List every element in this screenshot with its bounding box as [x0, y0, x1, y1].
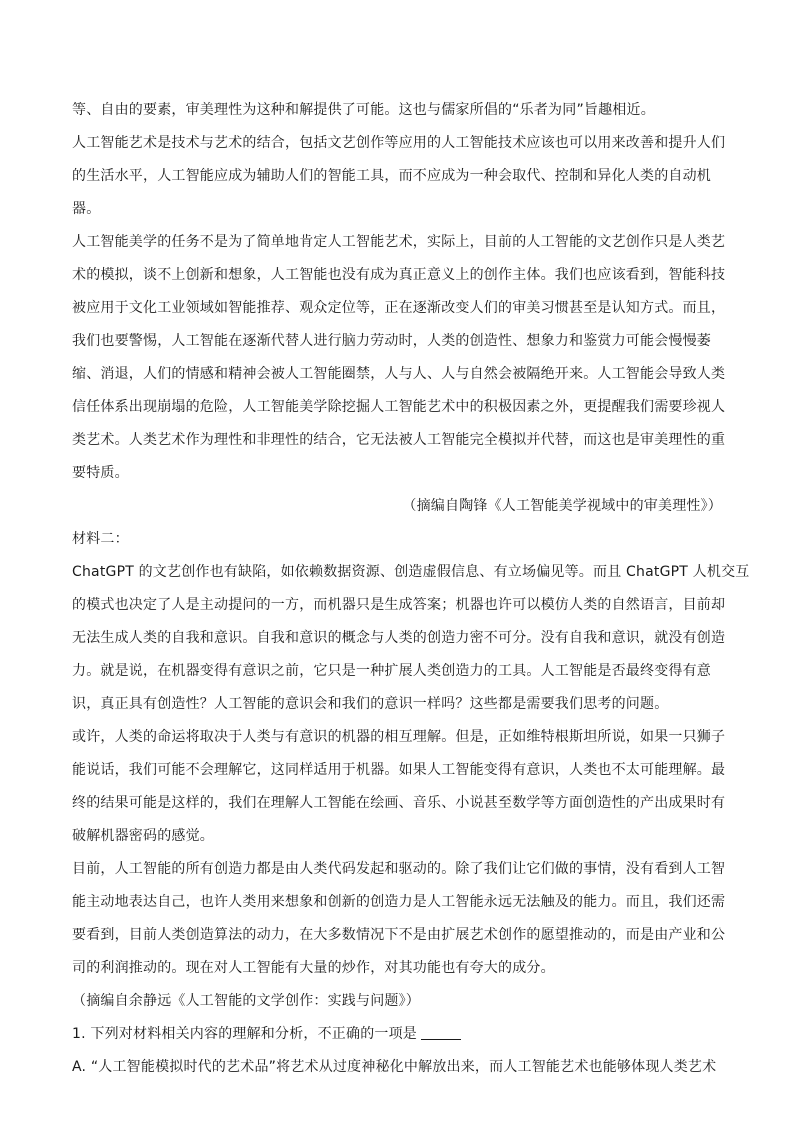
text-line: 等、自由的要素，审美理性为这种和解提供了可能。这也与儒家所倡的“乐者为同”旨趣相近。 — [72, 102, 655, 118]
text-line: 的模式也决定了人是主动提问的一方，而机器只是生成答案；机器也许可以模仿人类的自然语言，目前却 — [72, 597, 726, 613]
text-line: 人工智能艺术是技术与艺术的结合，包括文艺创作等应用的人工智能技术应该也可以用来改善和提升人们 — [72, 135, 726, 151]
text-line: 终的结果可能是这样的，我们在理解人工智能在绘画、音乐、小说甚至数学等方面创造性的产出成果时有 — [72, 795, 726, 811]
text-line: 破解机器密码的感觉。 — [72, 828, 214, 844]
source-citation: （摘编自余静远《人工智能的文学创作：实践与问题》） — [72, 993, 420, 1009]
answer-option-a: A. “人工智能模拟时代的艺术品”将艺术从过度神秘化中解放出来，而人工智能艺术也能够体现人类艺术 — [72, 1059, 717, 1075]
text-line: 被应用于文化工业领域如智能推荐、观众定位等，正在逐渐改变人们的审美习惯甚至是认知方式。而且， — [72, 300, 726, 316]
text-line: 信任体系出现崩塌的危险，人工智能美学除挖掘人工智能艺术中的积极因素之外，更提醒我们需要珍视人 — [72, 399, 726, 415]
text-line: 的生活水平，人工智能应成为辅助人们的智能工具，而不应成为一种会取代、控制和异化人类的自动机 — [72, 168, 711, 184]
source-citation: （摘编自陶锋《人工智能美学视域中的审美理性》） — [402, 498, 722, 514]
text-line: 识，真正具有创造性？人工智能的意识会和我们的意识一样吗？这些都是需要我们思考的问题。 — [72, 696, 669, 712]
text-line: 器。 — [72, 201, 101, 217]
text-line: 无法生成人类的自我和意识。自我和意识的概念与人类的创造力密不可分。没有自我和意识，就没有创造 — [72, 630, 726, 646]
question-stem — [72, 1018, 722, 1051]
text-line: 类艺术。人类艺术作为理性和非理性的结合，它无法被人工智能完全模拟并代替，而这也是审美理性的重 — [72, 432, 726, 448]
text-line: 我们也要警惕，人工智能在逐渐代替人进行脑力劳动时，人类的创造性、想象力和鉴赏力可能会慢慢萎 — [72, 333, 711, 349]
text-line: 能主动地表达自己，也许人类用来想象和创新的创造力是人工智能永远无法触及的能力。而且，我们还需 — [72, 894, 726, 910]
text-line: 目前，人工智能的所有创造力都是由人类代码发起和驱动的。除了我们让它们做的事情，没有看到人工智 — [72, 861, 726, 877]
question-text: 1. 下列对材料相关内容的理解和分析，不正确的一项是 — [72, 1026, 418, 1042]
text-line: 术的模拟，谈不上创新和想象，人工智能也没有成为真正意义上的创作主体。我们也应该看到，智能科技 — [72, 267, 726, 283]
text-line: 缩、消退，人们的情感和精神会被人工智能圈禁，人与人、人与自然会被隔绝开来。人工智能会导致人类 — [72, 366, 726, 382]
text-line: 要特质。 — [72, 465, 129, 481]
text-line: 力。就是说，在机器变得有意识之前，它只是一种扩展人类创造力的工具。人工智能是否最终变得有意 — [72, 663, 711, 679]
document-body — [72, 94, 750, 1084]
text-line: 或许，人类的命运将取决于人类与有意识的机器的相互理解。但是，正如维特根斯坦所说，如果一只狮子 — [72, 729, 726, 745]
text-line: 司的利润推动的。现在对人工智能有大量的炒作，对其功能也有夸大的成分。 — [72, 960, 555, 976]
text-line: 要看到，目前人类创造算法的动力，在大多数情况下不是由扩展艺术创作的愿望推动的，而是由产业和公 — [72, 927, 726, 943]
text-line: ChatGPT 的文艺创作也有缺陷，如依赖数据资源、创造虚假信息、有立场偏见等。而且 ChatGPT 人机交互 — [72, 564, 750, 580]
text-line: 能说话，我们可能不会理解它，这同样适用于机器。如果人工智能变得有意识，人类也不太可能理解。最 — [72, 762, 726, 778]
section-heading: 材料二： — [72, 531, 129, 547]
answer-blank[interactable] — [421, 1025, 461, 1040]
text-line: 人工智能美学的任务不是为了简单地肯定人工智能艺术，实际上，目前的人工智能的文艺创作只是人类艺 — [72, 234, 726, 250]
